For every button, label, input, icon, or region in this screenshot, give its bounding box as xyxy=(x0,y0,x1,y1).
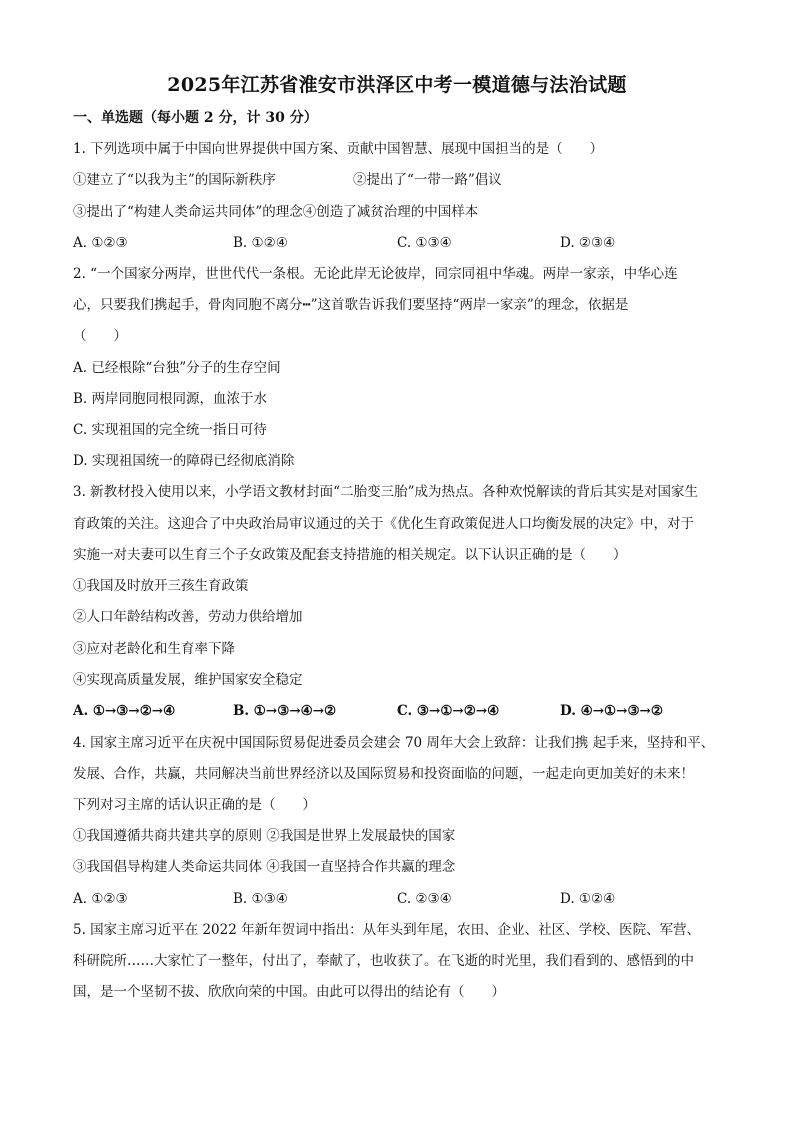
q1-stem: 1. 下列选项中属于中国向世界提供中国方案、贡献中国智慧、展现中国担当的是（ ） xyxy=(73,141,604,157)
q3-option-a: A. ①→③→②→④ xyxy=(73,703,176,719)
q5-line-3: 国，是一个坚韧不拔、欣欣向荣的中国。由此可以得出的结论有（ ） xyxy=(73,984,505,1000)
q3-option-c: C. ③→①→②→④ xyxy=(397,703,500,719)
q2-option-c: C. 实现祖国的完全统一指日可待 xyxy=(73,422,267,438)
q1-statement-3: ③提出了“构建人类命运共同体”的理念④创造了减贫治理的中国样本 xyxy=(73,204,479,220)
q1-option-c: C. ①③④ xyxy=(397,235,452,251)
q1-option-d: D. ②③④ xyxy=(560,235,616,251)
q2-line-1: 2. “一个国家分两岸，世世代代一条根。无论此岸无论彼岸，同宗同祖中华魂。两岸一家亲，中华心连 xyxy=(73,266,678,282)
q2-option-a: A. 已经根除“台独”分子的生存空间 xyxy=(73,360,281,376)
q4-line-3: 下列对习主席的话认识正确的是（ ） xyxy=(73,797,316,813)
section-heading: 一、单选题（每小题 2 分，计 30 分） xyxy=(73,110,318,126)
q4-option-c: C. ②③④ xyxy=(397,891,452,907)
q2-line-2: 心，只要我们携起手，骨肉同胞不离分┅”这首歌告诉我们要坚持“两岸一家亲”的理念，依据是 xyxy=(73,297,629,313)
q3-statement-2: ②人口年龄结构改善，劳动力供给增加 xyxy=(73,609,303,625)
q4-line-2: 发展、合作，共赢，共同解决当前世界经济以及国际贸易和投资面临的问题，一起走向更加美好的未来！ xyxy=(73,766,694,782)
q5-line-2: 科研院所……大家忙了一整年，付出了，奉献了，也收获了。在飞逝的时光里，我们看到的、感悟到的中 xyxy=(73,953,694,969)
q5-line-1: 5. 国家主席习近平在 2022 年新年贺词中指出：从年头到年尾，农田、企业、社区、学校、医院、军营、 xyxy=(73,922,701,938)
q1-statement-2: ②提出了“一带一路”倡议 xyxy=(353,172,502,188)
q4-option-a: A. ①②③ xyxy=(73,891,128,907)
q3-line-2: 育政策的关注。这迎合了中央政治局审议通过的关于《优化生育政策促进人口均衡发展的决定》中，对于 xyxy=(73,516,694,532)
q3-statement-3: ③应对老龄化和生育率下降 xyxy=(73,641,235,657)
q4-statement-1-2: ①我国遵循共商共建共享的原则 ②我国是世界上发展最快的国家 xyxy=(73,828,456,844)
q3-option-d: D. ④→①→③→② xyxy=(560,703,663,719)
q3-line-3: 实施一对夫妻可以生育三个子女政策及配套支持措施的相关规定。以下认识正确的是（ ） xyxy=(73,547,627,563)
q3-line-1: 3. 新教材投入使用以来，小学语文教材封面“二胎变三胎”成为热点。各种欢悦解读的背后其实是对国家生 xyxy=(73,484,698,500)
q4-statement-3-4: ③我国倡导构建人类命运共同体 ④我国一直坚持合作共赢的理念 xyxy=(73,859,456,875)
q2-option-d: D. 实现祖国统一的障碍已经彻底消除 xyxy=(73,453,295,469)
q2-option-b: B. 两岸同胞同根同源，血浓于水 xyxy=(73,391,268,407)
page-title: 2025年江苏省淮安市洪泽区中考一模道德与法治试题 xyxy=(167,74,627,96)
q3-statement-4: ④实现高质量发展，维护国家安全稳定 xyxy=(73,672,303,688)
q2-line-3: （ ） xyxy=(73,328,127,344)
q1-option-a: A. ①②③ xyxy=(73,235,128,251)
q4-option-b: B. ①③④ xyxy=(233,891,288,907)
q4-option-d: D. ①②④ xyxy=(560,891,616,907)
q1-statement-1: ①建立了“以我为主”的国际新秩序 xyxy=(73,172,276,188)
q3-statement-1: ①我国及时放开三孩生育政策 xyxy=(73,578,249,594)
q1-option-b: B. ①②④ xyxy=(233,235,288,251)
q3-option-b: B. ①→③→④→② xyxy=(233,703,337,719)
q4-line-1: 4. 国家主席习近平在庆祝中国国际贸易促进委员会建会 70 周年大会上致辞：让我们携 起手来，坚持和平、 xyxy=(73,735,715,751)
